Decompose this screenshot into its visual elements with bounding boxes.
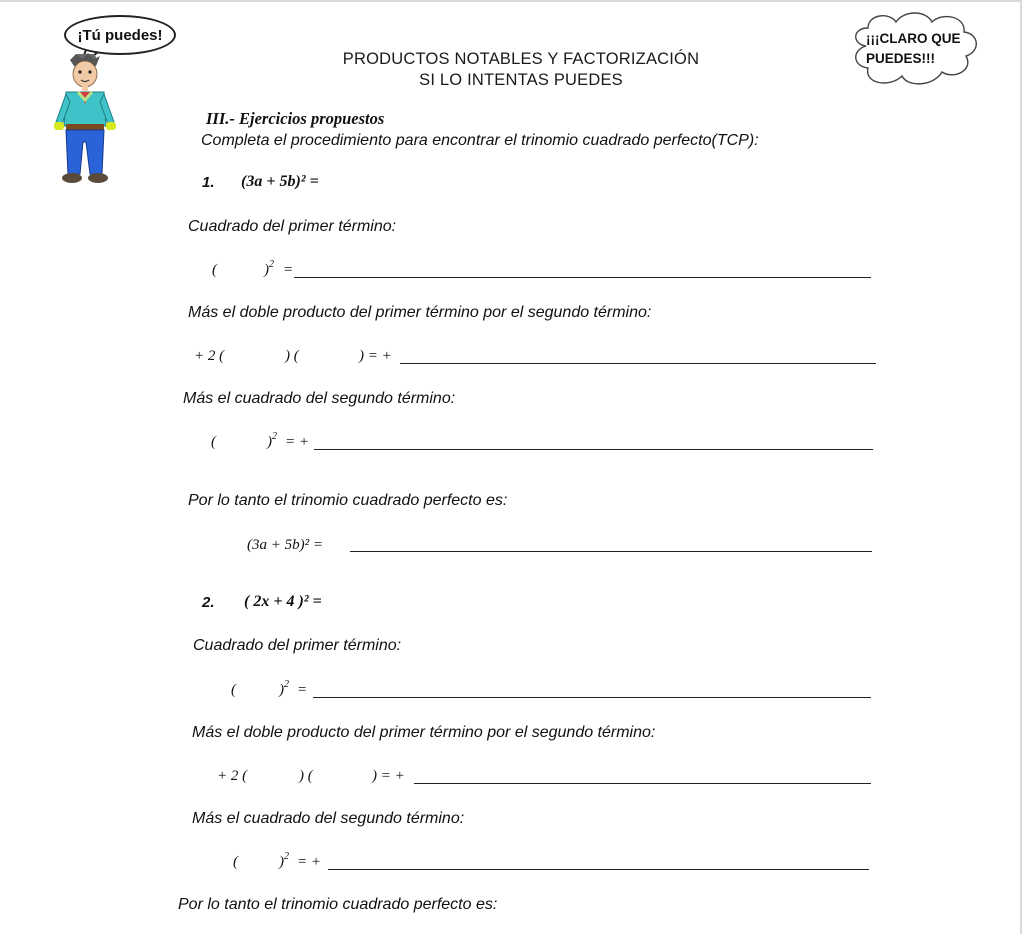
paren-open: ( <box>233 854 238 870</box>
paren-middle: ) ( <box>285 348 299 364</box>
answer-blank[interactable] <box>400 363 876 364</box>
section-heading: III.- Ejercicios propuestos <box>206 109 385 128</box>
answer-blank[interactable] <box>350 551 872 552</box>
paren-middle: ) ( <box>299 768 313 784</box>
exercise-number: 2. <box>202 594 215 611</box>
result-label: Por lo tanto el trinomio cuadrado perfecto es: <box>178 896 498 913</box>
paren-close-exponent: )$^2$ <box>264 259 274 278</box>
step-label: Cuadrado del primer término: <box>193 637 402 654</box>
speech-bubble-text: ¡Tú puedes! <box>77 26 163 44</box>
step-label: Más el doble producto del primer término por el segundo término: <box>188 304 652 321</box>
step-label: Más el cuadrado del segundo término: <box>183 390 456 407</box>
section-instruction: Completa el procedimiento para encontrar el trinomio cuadrado perfecto(TCP): <box>201 132 759 149</box>
equals-plus: = + <box>285 434 309 450</box>
paren-close-exponent: )$^2$ <box>267 431 277 450</box>
equals-plus: = + <box>297 854 321 870</box>
equals-plus: ) = + <box>372 768 405 784</box>
answer-blank[interactable] <box>313 697 871 698</box>
step-label: Más el cuadrado del segundo término: <box>192 810 465 827</box>
exercise-number: 1. <box>202 174 215 191</box>
equals-plus: ) = + <box>359 348 392 364</box>
exercise-expression: (3a + 5b)² = <box>241 173 319 190</box>
paren-open: ( <box>212 262 217 278</box>
cloud-text-line2: PUEDES!!! <box>866 51 936 66</box>
step-label: Cuadrado del primer término: <box>188 218 397 235</box>
answer-blank[interactable] <box>294 277 871 278</box>
step-label: Más el doble producto del primer término por el segundo término: <box>192 724 656 741</box>
answer-blank[interactable] <box>314 449 873 450</box>
page-subtitle: SI LO INTENTAS PUEDES <box>419 71 623 89</box>
page-title: PRODUCTOS NOTABLES Y FACTORIZACIÓN <box>342 50 700 68</box>
cloud-text-line1: ¡¡¡CLARO QUE <box>866 31 961 46</box>
double-product-prefix: + 2 ( <box>217 768 248 784</box>
paren-open: ( <box>231 682 236 698</box>
paren-close-exponent: )$^2$ <box>279 679 289 698</box>
speech-bubble <box>64 15 176 55</box>
paren-close-exponent: )$^2$ <box>279 851 289 870</box>
exercise-expression: ( 2x + 4 )² = <box>244 593 322 610</box>
equals-sign: = <box>297 682 308 698</box>
paren-open: ( <box>211 434 216 450</box>
equals-sign: = <box>283 262 294 278</box>
answer-blank[interactable] <box>328 869 869 870</box>
result-expression: (3a + 5b)² = <box>247 537 323 553</box>
answer-blank[interactable] <box>414 783 871 784</box>
double-product-prefix: + 2 ( <box>194 348 225 364</box>
result-label: Por lo tanto el trinomio cuadrado perfecto es: <box>188 492 508 509</box>
